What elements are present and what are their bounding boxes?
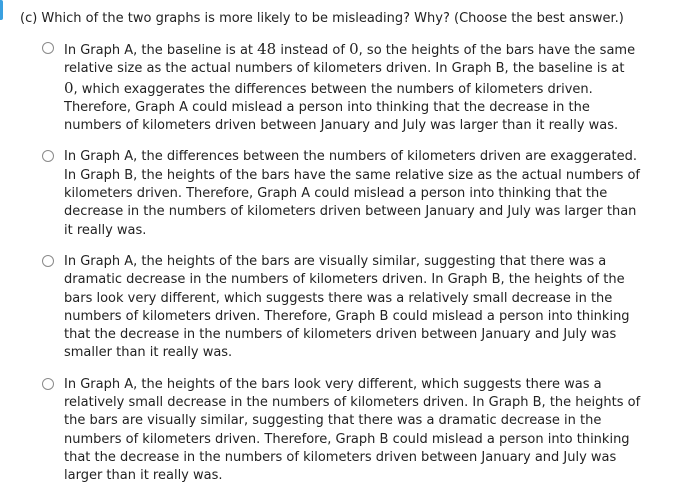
radio-button-b[interactable] xyxy=(42,150,54,162)
radio-button-d[interactable] xyxy=(42,378,54,390)
answer-option-b[interactable] xyxy=(42,148,642,239)
question-prompt: (c) Which of the two graphs is more likely to be misleading? Why? (Choose the best answer.) xyxy=(20,11,624,26)
answer-options xyxy=(42,40,642,499)
answer-option-d-text: In Graph A, the heights of the bars look very different, which suggests there was a relatively small decrease in the numbers of kilometers driven. In Graph B, the heights of the bars are visually similar, suggesting that there was a dramatic decrease in the numbers of kilometers driven. Therefore, Graph B could mislead a person into thinking that the decrease in the numbers of kilometers driven between January and July was larger than it really was. xyxy=(64,376,641,484)
option-a-zero-value: 0 xyxy=(349,40,359,58)
option-a-segment-1: In Graph A, the baseline is at xyxy=(64,43,258,58)
option-a-baseline-value: 48 xyxy=(257,40,277,58)
option-a-segment-3: , so the heights of the bars have the same relative size as the actual numbers of kilometers driven. In Graph B, the baseline is at xyxy=(64,43,636,77)
option-a-segment-2: instead of xyxy=(276,43,350,58)
radio-button-a[interactable] xyxy=(42,42,54,54)
answer-option-d[interactable] xyxy=(42,376,642,486)
answer-option-a-text xyxy=(64,40,642,135)
answer-option-b-text: In Graph A, the differences between the numbers of kilometers driven are exaggerated. In Graph B, the heights of the bars have the same relative size as the actual numbers of kilometers driven. Therefore, Graph A could mislead a person into thinking that the decrease in the numbers of kilometers driven between January and July was larger than it really was. xyxy=(64,149,641,238)
radio-button-c[interactable] xyxy=(42,255,54,267)
left-edge-marker xyxy=(0,0,3,20)
option-a-segment-4: , which exaggerates the differences between the numbers of kilometers driven. Therefore, Graph A could mislead a person into thinking that the decrease in the numbers of kilometers driven between January and July was larger than it really was. xyxy=(64,81,619,134)
option-a-graph-b-baseline: 0 xyxy=(64,78,74,97)
answer-option-a[interactable] xyxy=(42,40,642,135)
answer-option-c-text: In Graph A, the heights of the bars are visually similar, suggesting that there was a dramatic decrease in the numbers of kilometers driven. In Graph B, the heights of the bars look very different, which suggests there was a relatively small decrease in the numbers of kilometers driven. Therefore, Graph B could mislead a person into thinking that the decrease in the numbers of kilometers driven between January and July was smaller than it really was. xyxy=(64,253,630,361)
answer-option-c[interactable] xyxy=(42,253,642,363)
